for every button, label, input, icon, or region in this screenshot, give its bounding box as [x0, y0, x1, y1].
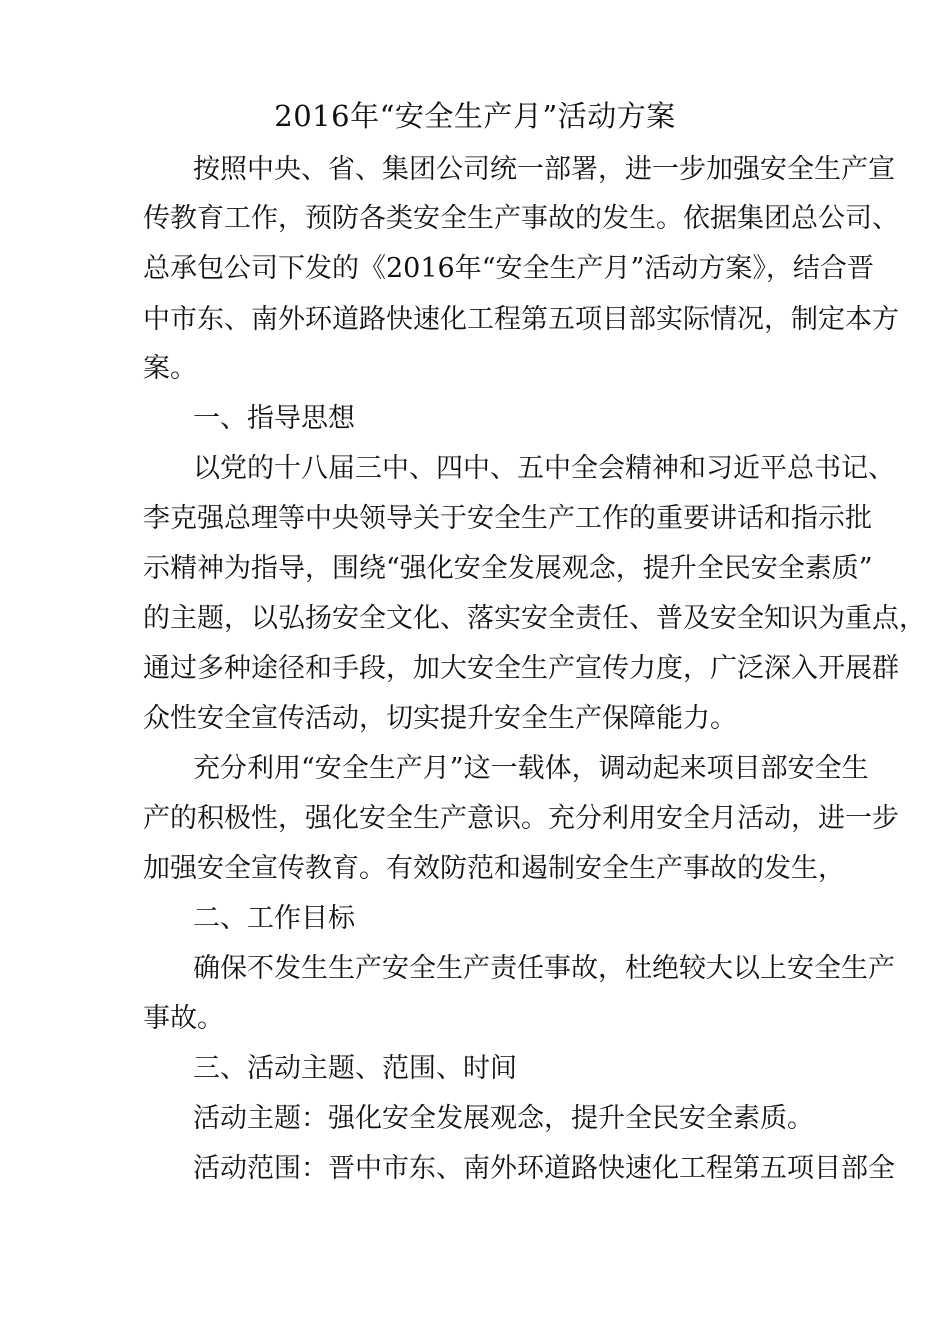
- section-heading: 二、工作目标: [193, 903, 355, 934]
- body-line: 事故。: [143, 1003, 224, 1034]
- body-line: 加强安全宣传教育。有效防范和遏制安全生产事故的发生，: [143, 853, 845, 884]
- body-line: 案。: [143, 353, 197, 384]
- body-line: 通过多种途径和手段，加大安全生产宣传力度，广泛深入开展群: [143, 653, 899, 684]
- body-line: 充分利用“安全生产月”这一载体，调动起来项目部安全生: [193, 753, 869, 784]
- section-heading: 一、指导思想: [193, 403, 355, 434]
- body-line: 众性安全宣传活动，切实提升安全生产保障能力。: [143, 703, 737, 734]
- body-line: 李克强总理等中央领导关于安全生产工作的重要讲话和指示批: [143, 503, 872, 534]
- body-line: 活动范围：晋中市东、南外环道路快速化工程第五项目部全: [193, 1153, 895, 1184]
- body-line: 以党的十八届三中、四中、五中全会精神和习近平总书记、: [193, 453, 895, 484]
- body-line: 按照中央、省、集团公司统一部署，进一步加强安全生产宣: [193, 154, 895, 185]
- body-line: 示精神为指导，围绕“强化安全发展观念，提升全民安全素质”: [143, 553, 873, 584]
- body-line: 的主题，以弘扬安全文化、落实安全责任、普及安全知识为重点，: [143, 603, 926, 634]
- body-line: 产的积极性，强化安全生产意识。充分利用安全月活动，进一步: [143, 803, 899, 834]
- document-title: 2016年“安全生产月”活动方案: [274, 99, 676, 133]
- body-line: 确保不发生生产安全生产责任事故，杜绝较大以上安全生产: [193, 953, 895, 984]
- section-heading: 三、活动主题、范围、时间: [193, 1053, 517, 1084]
- body-line: 活动主题：强化安全发展观念，提升全民安全素质。: [193, 1103, 814, 1134]
- body-line: 中市东、南外环道路快速化工程第五项目部实际情况，制定本方: [143, 304, 899, 335]
- body-line: 传教育工作，预防各类安全生产事故的发生。依据集团总公司、: [143, 203, 899, 234]
- body-line: 总承包公司下发的《2016年“安全生产月”活动方案》，结合晋: [143, 253, 874, 284]
